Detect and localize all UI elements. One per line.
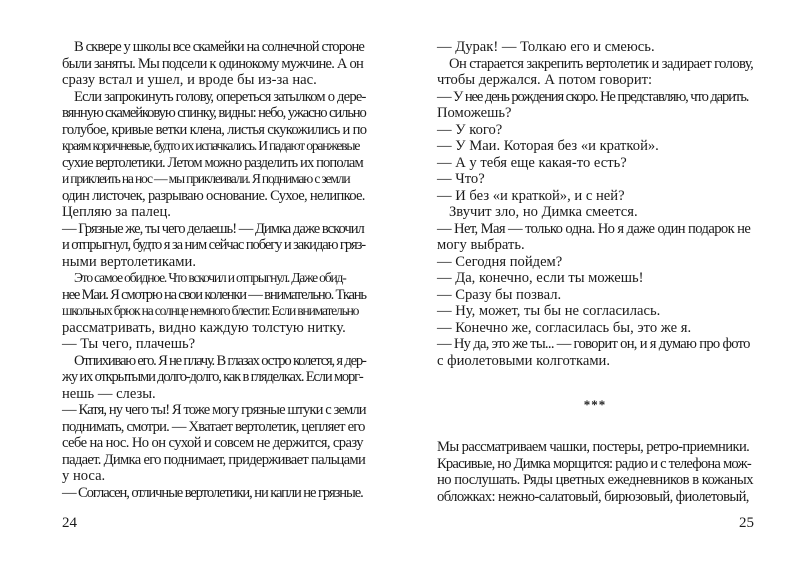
text-line: — Сразу бы позвал. [437,286,562,303]
text-line: — Дурак! — Толкаю его и смеюсь. [437,39,655,55]
text-line: были заняты. Мы подсели к одинокому мужчине. А он [62,55,364,72]
text-line: — Что? [437,171,485,187]
text-line: с фиолетовыми колготками. [437,352,611,369]
text-line: — Катя, ну чего ты! Я тоже могу грязные штуки с земли [62,402,366,418]
text-line: поднимать, смотри. — Хватает вертолетик, цепляет его [62,418,365,435]
text-line: В сквере у школы все скамейки на солнечной стороне [74,39,364,55]
text-line: у носа. [62,468,106,484]
text-line: могу выбрать. [437,237,525,253]
section-separator: *** [583,396,607,412]
text-line: нее Маи. Я смотрю на свои коленки — внимательно. Ткань [62,286,366,303]
text-line: себе на нос. Но он сухой и совсем не держится, сразу [62,435,363,451]
text-line: — У Маи. Которая без «и краткой». [437,138,659,154]
text-line: — И без «и краткой», и с ней? [437,187,625,204]
text-line: — Нет, Мая — только одна. Но я даже один подарок не [437,220,751,237]
text-line: ными вертолетиками. [62,253,196,270]
text-line: — Ты чего, плачешь? [62,336,196,352]
text-line: Красивые, но Димка морщится: радио и с телефона мож- [437,455,751,472]
text-line: нешь — слезы. [62,385,156,402]
right-page-text [437,39,753,505]
text-line: школьных брюк на солнце немного блестит. Если внимательно [62,303,359,318]
text-line: — Сегодня пойдем? [437,253,563,270]
text-line: Если запрокинуть голову, опереться затылком о дере- [74,88,366,105]
text-line: Это самое обидное. Что вскочил и отпрыгнул. Даже обид- [74,270,346,285]
text-line: падает. Димка его поднимает, придерживает пальцами [62,451,366,468]
text-line: Отпихиваю его. Я не плачу. В глазах остро колется, я дер- [74,352,366,369]
text-line: но послушать. Ряды цветных ежедневников в кожаных [437,472,753,488]
text-line: — А у тебя еще какая-то есть? [437,154,627,171]
text-line: — Конечно же, согласилась бы, это же я. [437,319,692,336]
left-page-text [62,39,366,501]
text-line: — Согласен, отличные вертолетики, ни капли не грязные. [62,484,363,501]
text-line: жу их открытыми долго-долго, как в гляделках. Если морг- [62,369,363,385]
text-line: один листочек, разрываю основание. Сухое, нелипкое. [62,187,365,204]
text-line: — Ну, может, ты бы не согласилась. [437,303,661,319]
right-page [400,0,800,568]
text-line: — Да, конечно, если ты можешь! [437,270,644,286]
text-line: сразу встал и ушел, и вроде бы из-за нас. [62,72,317,88]
text-line: чтобы держался. А потом говорит: [437,72,653,88]
text-line: Цепляю за палец. [62,204,171,220]
text-line: Поможешь? [437,105,512,121]
page-number: 24 [62,515,77,531]
text-line: обложках: нежно-салатовый, бирюзовый, фиолетовый, [437,488,749,505]
page-number: 25 [739,515,754,531]
text-line: Мы рассматриваем чашки, постеры, ретро-приемники. [437,439,750,455]
text-line: — Грязные же, ты чего делаешь! — Димка даже вскочил [62,220,364,237]
text-line: Он старается закрепить вертолетик и задирает голову, [449,55,754,72]
text-line: — У кого? [437,121,503,138]
text-line: Звучит зло, но Димка смеется. [449,204,638,220]
text-line: — У нее день рождения скоро. Не представляю, что дарить. [437,88,749,105]
text-line: рассматривать, видно каждую толстую нитку. [62,319,346,336]
text-line: и приклеить на нос — мы приклеивали. Я поднимаю с земли [62,171,350,186]
text-line: голубое, кривые ветки клена, листья скукожились и по [62,121,367,138]
text-line: сухие вертолетики. Летом можно разделить их пополам [62,154,363,171]
text-line: вянную скамейковую спинку, видны: небо, ужасно сильно [62,105,366,121]
text-line: и отпрыгнул, будто я за ним сейчас побегу и закидаю гряз- [62,237,366,253]
text-line: — Ну да, это же ты... — говорит он, и я думаю про фото [437,336,750,352]
text-line: краям коричневые, будто их испачкались. И падают оранжевые [62,138,360,153]
